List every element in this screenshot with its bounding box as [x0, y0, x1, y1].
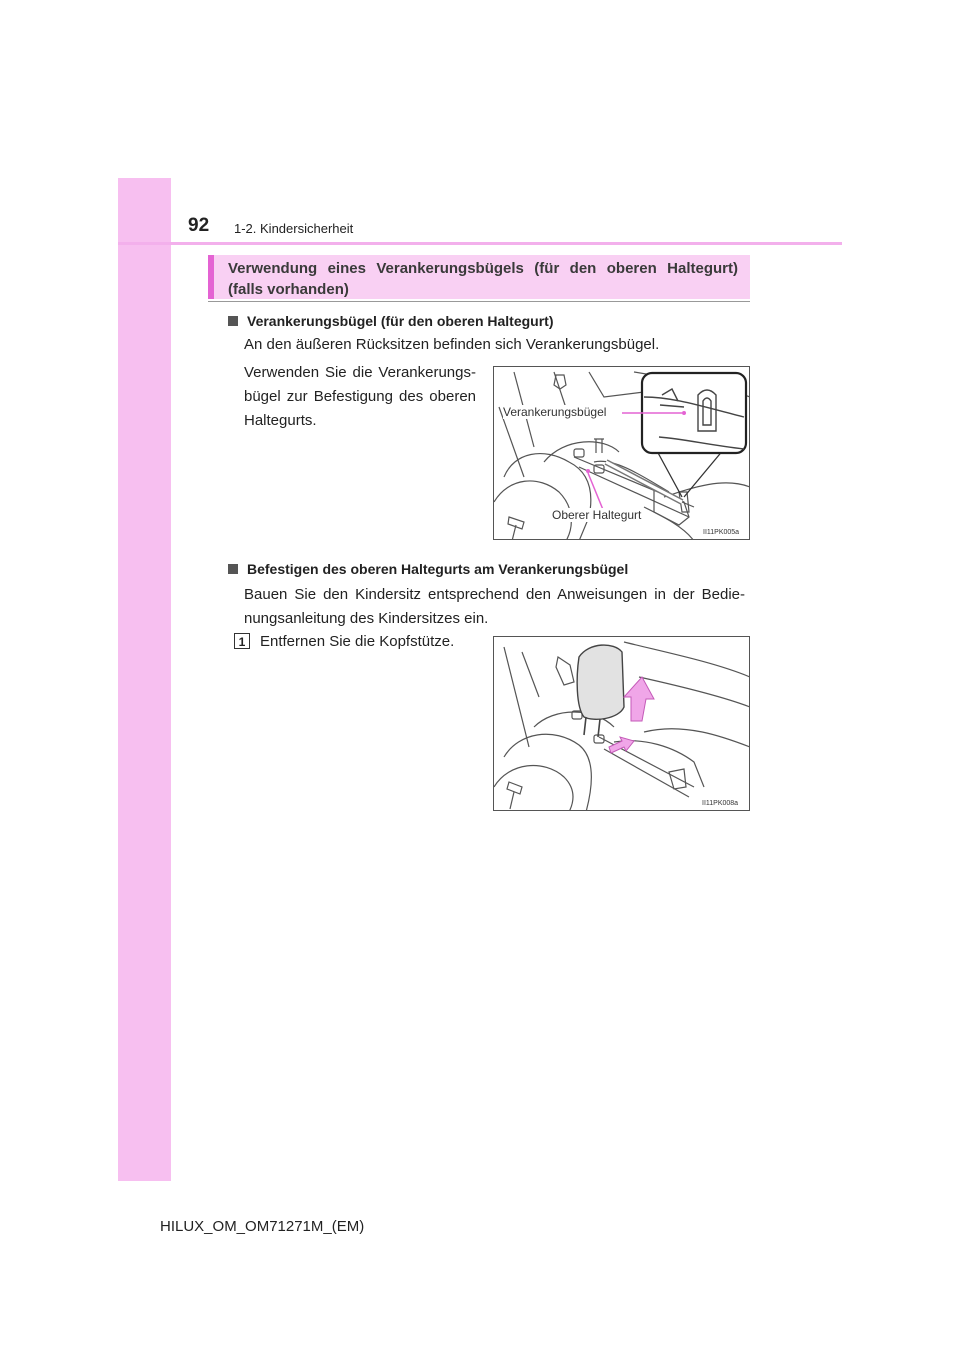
bullet-square-icon [228, 316, 238, 326]
label-anchor-bracket: Verankerungsbügel [503, 405, 607, 419]
header-rule [118, 242, 842, 245]
label-top-tether: Oberer Haltegurt [552, 508, 642, 522]
bullet-square-icon [228, 564, 238, 574]
paragraph-anchor-usage: Verwenden Sie die Verankerungs-bügel zur Befestigung des oberen Haltegurts. [244, 364, 476, 429]
figure-remove-headrest [493, 636, 750, 811]
footer-doc-id: HILUX_OM_OM71271M_(EM) [160, 1218, 365, 1235]
chapter-title: 1-2. Kindersicherheit [234, 221, 354, 236]
remove-headrest-illustration [494, 637, 750, 811]
paragraph-install-child-seat: Bauen Sie den Kindersitz entsprechend den Anweisungen in der Bedie-nungsanleitung des Kindersitzes ein. [244, 586, 745, 627]
bullet-heading-text: Verankerungsbügel (für den oberen Haltegurt) [247, 313, 554, 329]
figure-code: II11PK005a [703, 529, 740, 536]
bullet-heading-text: Befestigen des oberen Haltegurts am Verankerungsbügel [247, 561, 629, 577]
section-title-box [208, 255, 750, 299]
figure-code: II11PK008a [702, 800, 739, 807]
step-text: Entfernen Sie die Kopfstütze. [260, 633, 455, 650]
section-underline [208, 301, 750, 302]
page-number: 92 [188, 215, 210, 236]
side-margin-strip [118, 178, 171, 1181]
figure-anchor-bracket [493, 366, 750, 540]
paragraph-anchor-location: An den äußeren Rücksitzen befinden sich Verankerungsbügel. [244, 336, 660, 353]
section-title: Verwendung eines Verankerungsbügels (für den oberen Haltegurt) (falls vorhanden) [228, 260, 738, 298]
bullet-heading-anchor-bracket [228, 313, 554, 329]
bullet-heading-attach-tether [228, 561, 628, 577]
step-number-box: 1 [234, 633, 250, 649]
